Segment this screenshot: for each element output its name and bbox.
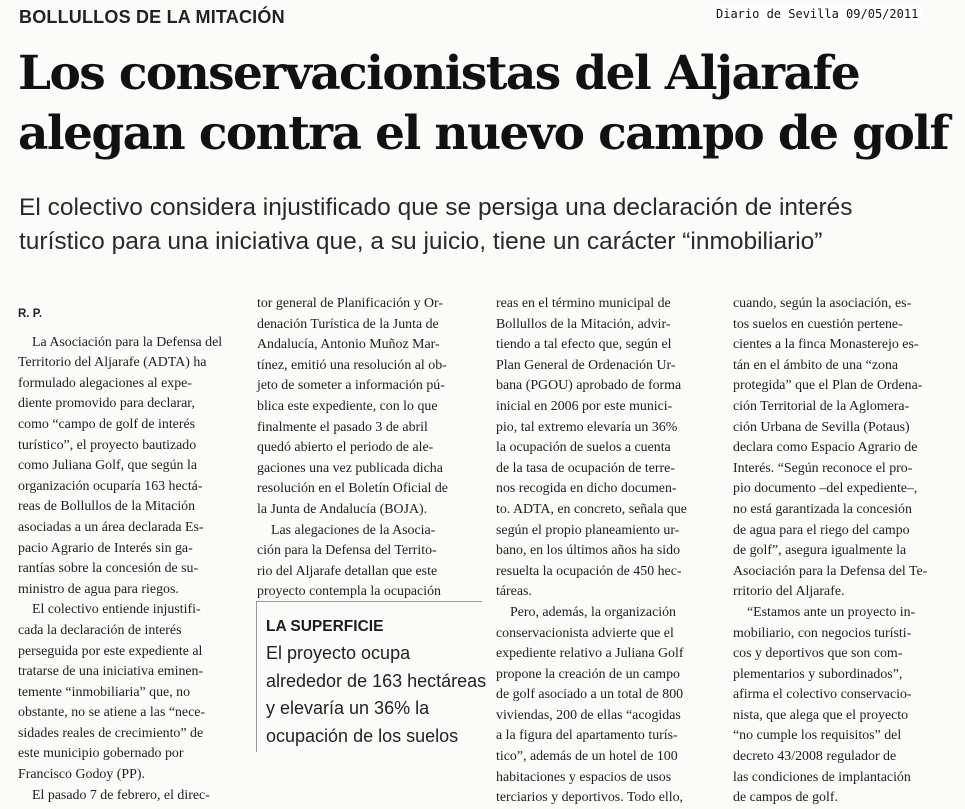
article-line: Interés. “Según reconoce el pro- bbox=[733, 460, 913, 476]
article-line: declara como Espacio Agrario de bbox=[733, 440, 918, 456]
article-line: de la tasa de ocupación de terre- bbox=[496, 460, 675, 476]
article-line: ministro de agua para riegos. bbox=[18, 581, 179, 597]
article-line: obstante, no se atiene a las “nece- bbox=[18, 705, 206, 721]
article-line: de golf”, asegura igualmente la bbox=[733, 543, 907, 559]
article-line: Francisco Godoy (PP). bbox=[18, 767, 145, 783]
article-line: “Estamos ante un proyecto in- bbox=[747, 604, 916, 620]
article-line: habitaciones y espacios de usos bbox=[496, 769, 672, 785]
article-column-3 bbox=[496, 294, 714, 809]
article-line: rio del Aljarafe detallan que este bbox=[257, 563, 438, 579]
article-line: terciarios y deportivos. Todo ello, bbox=[496, 790, 684, 806]
article-line: denación Turística de la Junta de bbox=[257, 316, 439, 332]
article-line: Asociación para la Defensa del Te- bbox=[733, 563, 928, 579]
article-line: pacio Agrario de Interés sin ga- bbox=[18, 540, 193, 556]
article-paragraph bbox=[257, 294, 476, 521]
article-line: la ocupación de suelos a cuenta bbox=[496, 440, 671, 456]
article-line: a la figura del apartamento turís- bbox=[496, 728, 678, 744]
article-line: bano, en los últimos años ha sido bbox=[496, 543, 681, 559]
subheadline bbox=[19, 191, 949, 259]
article-paragraph bbox=[18, 333, 236, 601]
article-line: “no cumple los requisitos” del bbox=[733, 728, 902, 744]
article-line: bana (PGOU) aprobado de forma bbox=[496, 378, 682, 394]
article-line: este municipio gobernado por bbox=[18, 746, 184, 762]
article-line: de campos de golf. bbox=[733, 790, 838, 806]
article-line: viviendas, 200 de ellas “acogidas bbox=[496, 707, 681, 723]
article-line: gaciones una vez publicada dicha bbox=[257, 460, 443, 476]
article-line: La Asociación para la Defensa del bbox=[32, 334, 223, 350]
article-line: resuelta la ocupación de 450 hec- bbox=[496, 563, 682, 579]
article-line: nos recogida en dicho documen- bbox=[496, 481, 677, 497]
subheadline-line: turístico para una iniciativa que, a su juicio, tiene un carácter “inmobiliario” bbox=[19, 228, 823, 255]
article-line: formulado alegaciones al expe- bbox=[18, 375, 192, 391]
article-line: ción Territorial de la Aglomera- bbox=[733, 398, 910, 414]
article-line: finalmente el pasado 3 de abril bbox=[257, 419, 428, 435]
article-paragraph bbox=[733, 603, 951, 809]
article-line: rantías sobre la concesión de su- bbox=[18, 561, 199, 577]
article-line: las condiciones de implantación bbox=[733, 769, 911, 785]
article-line: pio documento –del expediente–, bbox=[733, 481, 918, 497]
article-paragraph bbox=[496, 294, 714, 603]
article-line: plementarios y subordinados”, bbox=[733, 666, 903, 682]
article-line: rritorio del Aljarafe. bbox=[733, 584, 845, 600]
article-line: Las alegaciones de la Asocia- bbox=[271, 522, 436, 538]
article-line: protegida” que el Plan de Ordena- bbox=[733, 378, 923, 394]
article-line: ción para la Defensa del Territo- bbox=[257, 543, 437, 559]
info-box-line: El proyecto ocupa bbox=[266, 643, 411, 663]
info-box-title: LA SUPERFICIE bbox=[266, 618, 384, 635]
article-line: cuando, según la asociación, es- bbox=[733, 296, 912, 311]
article-line: afirma el colectivo conservacio- bbox=[733, 687, 912, 703]
article-line: ción Urbana de Sevilla (Potaus) bbox=[733, 419, 910, 435]
article-line: expediente relativo a Juliana Golf bbox=[496, 646, 684, 662]
article-line: sidades reales de crecimiento” de bbox=[18, 725, 204, 741]
article-line: según el propio planeamiento ur- bbox=[496, 522, 680, 538]
info-box-text bbox=[266, 640, 487, 750]
article-line: reas en el término municipal de bbox=[496, 296, 671, 311]
headline bbox=[18, 44, 958, 164]
article-line: El colectivo entiende injustifi- bbox=[32, 602, 201, 618]
info-box bbox=[256, 601, 487, 752]
subheadline-line: El colectivo considera injustificado que se persiga una declaración de interés bbox=[19, 194, 853, 221]
article-paragraph bbox=[733, 294, 951, 603]
article-line: de agua para el riego del campo bbox=[733, 522, 910, 538]
article-column-1 bbox=[18, 294, 236, 806]
article-line: reas de Bollullos de la Mitación bbox=[18, 499, 196, 515]
article-line: nista, que alega que el proyecto bbox=[733, 707, 909, 723]
article-line: resolución en el Boletín Oficial de bbox=[257, 481, 448, 497]
article-line: decreto 43/2008 regulador de bbox=[733, 749, 897, 765]
article-line: propone la creación de un campo bbox=[496, 666, 680, 682]
headline-line: Los conservacionistas del Aljarafe bbox=[18, 46, 860, 101]
article-line: blica este expediente, con lo que bbox=[257, 398, 438, 414]
article-paragraph bbox=[18, 600, 236, 785]
article-line: Territorio del Aljarafe (ADTA) ha bbox=[18, 355, 207, 371]
article-line: Bollullos de la Mitación, advir- bbox=[496, 316, 671, 332]
article-line: Pero, además, la organización bbox=[510, 604, 676, 620]
article-line: tico”, además de un hotel de 100 bbox=[496, 749, 678, 765]
article-line: organización ocuparía 163 hectá- bbox=[18, 478, 203, 494]
article-line: tratarse de una iniciativa eminen- bbox=[18, 664, 204, 680]
article-line: tán en el ámbito de una “zona bbox=[733, 357, 899, 373]
article-line: temente “inmobiliaria” que, no bbox=[18, 684, 191, 700]
article-line: cientes a la finca Monasterejo es- bbox=[733, 337, 919, 353]
section-label: BOLLULLOS DE LA MITACIÓN bbox=[19, 7, 285, 27]
article-paragraph bbox=[496, 603, 714, 809]
info-box-line: y elevaría un 36% la bbox=[266, 698, 430, 718]
article-line: cos y deportivos que son com- bbox=[733, 646, 903, 662]
article-line: turístico”, el proyecto bautizado bbox=[18, 437, 197, 453]
byline: R. P. bbox=[18, 308, 43, 320]
article-paragraph bbox=[18, 786, 236, 807]
article-line: to. ADTA, en concreto, señala que bbox=[496, 501, 687, 517]
article-line: de golf asociado a un total de 800 bbox=[496, 687, 684, 703]
article-line: tiendo a tal efecto que, según el bbox=[496, 337, 672, 353]
article-line: Andalucía, Antonio Muñoz Mar- bbox=[257, 337, 440, 353]
article-line: proyecto contempla la ocupación bbox=[257, 584, 441, 600]
article-line: inicial en 2006 por este munici- bbox=[496, 398, 673, 414]
article-line: mobiliario, con negocios turísti- bbox=[733, 625, 912, 641]
source-date-label: Diario de Sevilla 09/05/2011 bbox=[713, 7, 921, 21]
article-line: jeto de someter a información pú- bbox=[257, 378, 445, 394]
info-box-line: ocupación de los suelos bbox=[266, 725, 459, 746]
article-line: tor general de Planificación y Or- bbox=[257, 296, 444, 311]
article-line: asociadas a un área declarada Es- bbox=[18, 519, 204, 535]
info-box-line: alrededor de 163 hectáreas bbox=[266, 670, 487, 691]
article-line: como “campo de golf de interés bbox=[18, 416, 196, 432]
article-line: diente promovido para declarar, bbox=[18, 396, 195, 412]
article-line: perseguida por este expediente al bbox=[18, 643, 203, 659]
article-line: tos suelos en cuestión pertene- bbox=[733, 316, 903, 332]
article-line: Plan General de Ordenación Ur- bbox=[496, 357, 676, 373]
article-line: conservacionista advierte que el bbox=[496, 625, 674, 641]
headline-line: alegan contra el nuevo campo de golf bbox=[18, 106, 949, 161]
article-line: pio, tal extremo elevaría un 36% bbox=[496, 419, 678, 435]
article-line: como Juliana Golf, que según la bbox=[18, 458, 197, 474]
article-line: quedó abierto el periodo de ale- bbox=[257, 440, 434, 456]
article-line: tínez, emitió una resolución al ob- bbox=[257, 357, 447, 373]
article-line: cada la declaración de interés bbox=[18, 622, 182, 638]
article-column-4 bbox=[733, 294, 951, 809]
article-line: táreas. bbox=[496, 584, 532, 600]
article-line: la Junta de Andalucía (BOJA). bbox=[257, 501, 428, 517]
article-line: no está garantizada la concesión bbox=[733, 501, 912, 517]
article-column-2 bbox=[257, 294, 476, 624]
article-line: El pasado 7 de febrero, el direc- bbox=[32, 787, 210, 803]
